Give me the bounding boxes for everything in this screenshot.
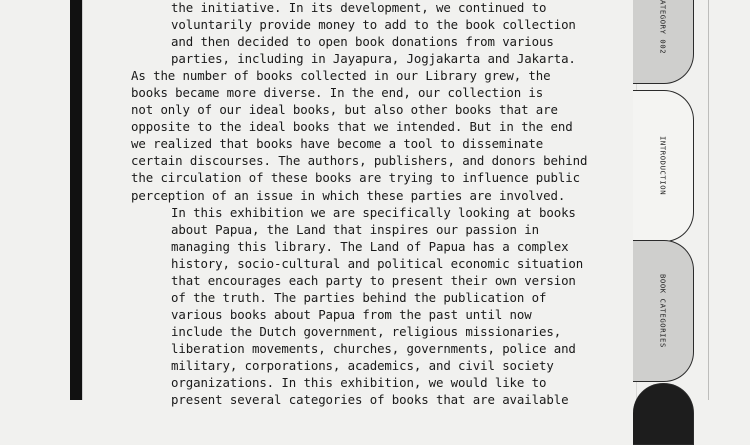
tab-category-002[interactable] bbox=[633, 0, 694, 84]
binder-spine bbox=[70, 0, 82, 400]
text-line: organizations. In this exhibition, we would like to bbox=[171, 375, 547, 391]
text-line: In this exhibition we are specifically looking at books bbox=[171, 204, 576, 220]
tab-label: BOOK CATEGORIES bbox=[658, 274, 668, 348]
tab-book-categories[interactable] bbox=[633, 240, 694, 382]
text-line: of the truth. The parties behind the publication of bbox=[171, 289, 547, 305]
index-tabs bbox=[600, 0, 750, 400]
text-line: include the Dutch government, religious missionaries, bbox=[171, 323, 562, 339]
body-text bbox=[131, 0, 591, 408]
text-line: books became more diverse. In the end, our collection is bbox=[131, 85, 544, 101]
text-line: the circulation of these books are trying to influence public bbox=[131, 170, 580, 186]
tab-next[interactable] bbox=[633, 383, 694, 445]
page-edge bbox=[82, 0, 83, 400]
text-line: not only of our ideal books, but also other books that are bbox=[131, 102, 558, 118]
text-line: As the number of books collected in our Library grew, the bbox=[131, 68, 551, 84]
tab-label: INTRODUCTION bbox=[658, 136, 668, 196]
text-line: the initiative. In its development, we continued to bbox=[171, 0, 547, 15]
text-line: liberation movements, churches, governments, police and bbox=[171, 340, 576, 356]
text-line: military, corporations, academics, and civil society bbox=[171, 357, 554, 373]
text-line: voluntarily provide money to add to the book collection bbox=[171, 17, 576, 33]
tab-label: ATEGORY 002 bbox=[658, 0, 668, 55]
text-line: history, socio-cultural and political economic situation bbox=[171, 255, 584, 271]
text-line: about Papua, the Land that inspires our passion in bbox=[171, 221, 539, 237]
text-line: perception of an issue in which these parties are involved. bbox=[131, 187, 566, 203]
text-line: certain discourses. The authors, publishers, and donors behind bbox=[131, 153, 588, 169]
page-right-edge bbox=[708, 0, 709, 400]
text-line: present several categories of books that are available bbox=[171, 392, 569, 408]
text-line: parties, including in Jayapura, Jogjakarta and Jakarta. bbox=[171, 51, 576, 67]
text-line: we realized that books have become a tool to disseminate bbox=[131, 136, 544, 152]
text-line: and then decided to open book donations from various bbox=[171, 34, 554, 50]
text-line: various books about Papua from the past until now bbox=[171, 306, 532, 322]
text-line: opposite to the ideal books that we intended. But in the end bbox=[131, 119, 573, 135]
text-line: that encourages each party to present their own version bbox=[171, 272, 576, 288]
tab-introduction[interactable] bbox=[633, 90, 694, 242]
text-line: managing this library. The Land of Papua has a complex bbox=[171, 238, 569, 254]
